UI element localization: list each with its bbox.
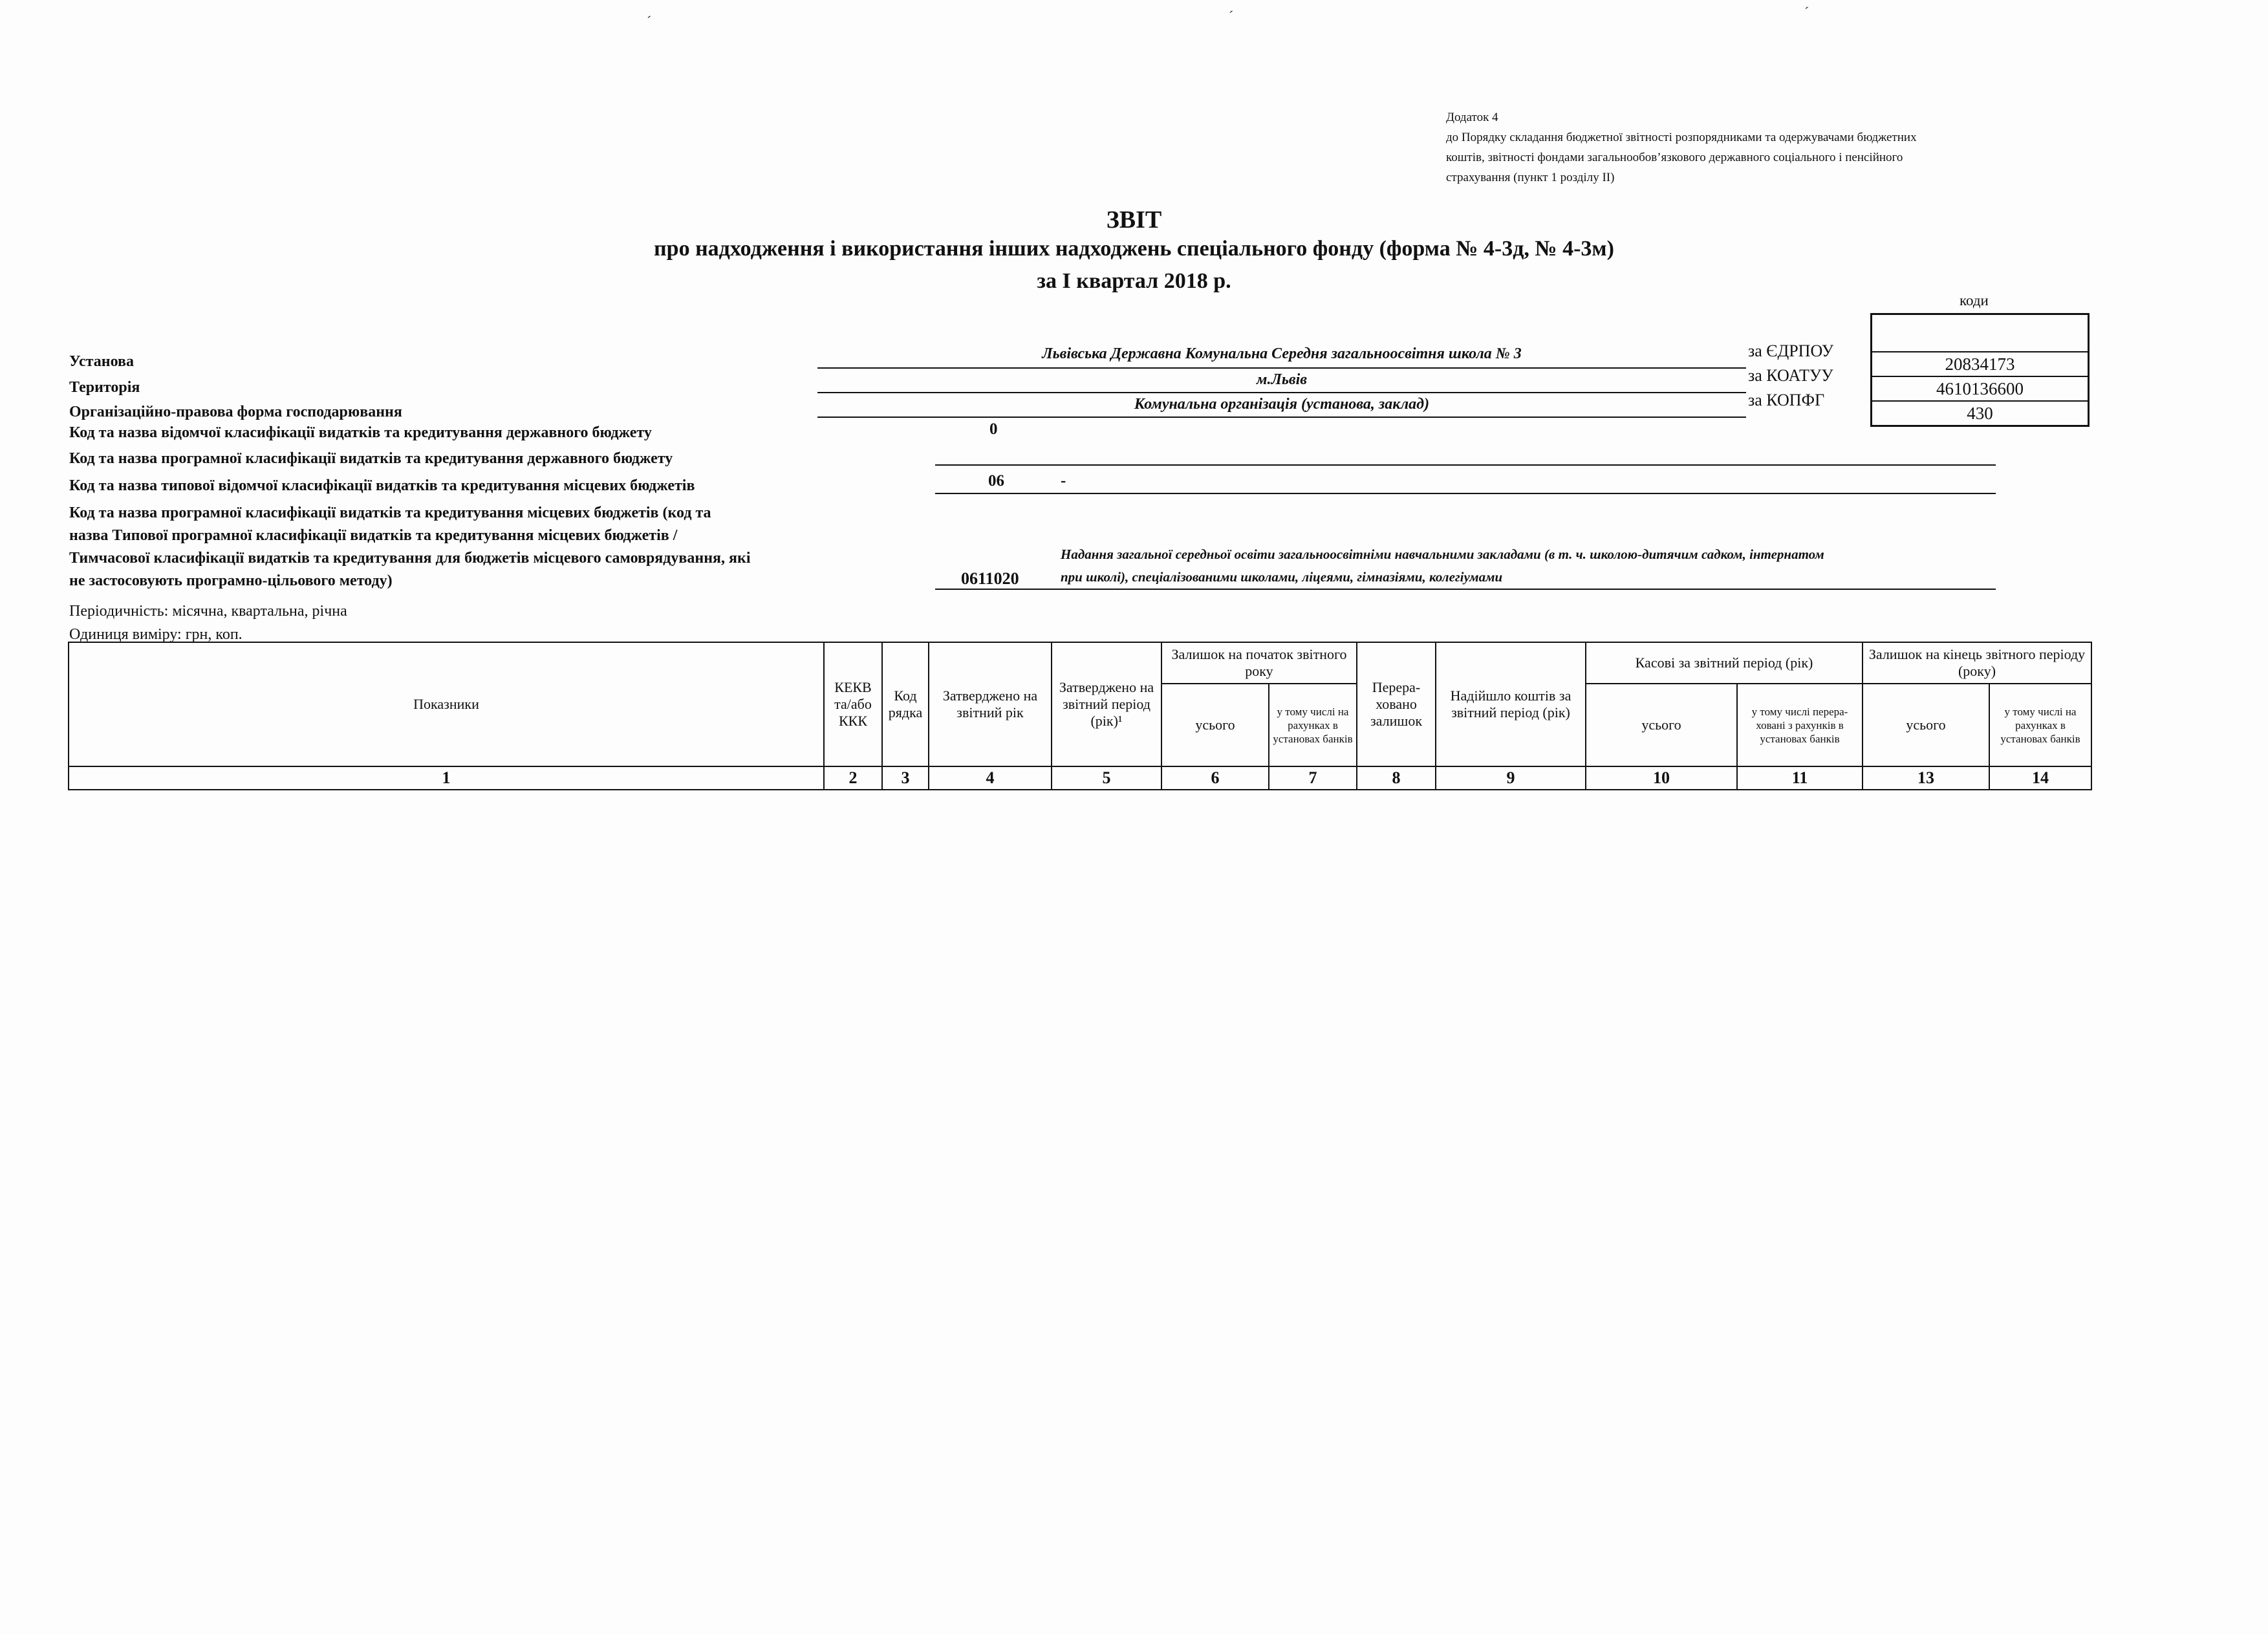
org-form-label: Організаційно-правова форма господарювання — [69, 404, 402, 420]
scan-mark: ´ — [1229, 8, 1234, 24]
col-header-total: усього — [1586, 684, 1737, 766]
appendix-line: Додаток 4 — [1446, 111, 1498, 124]
local-prog-label-line: назва Типової програмної класифікації видатків та кредитування місцевих бюджетів / — [69, 527, 678, 544]
local-prog-label-line: Код та назва програмної класифікації видатків та кредитування місцевих бюджетів (код та — [69, 504, 711, 521]
underline — [935, 493, 1996, 494]
col-header-incl-bank: у тому числі на рахунках в установах банків — [1989, 684, 2091, 766]
appendix-line: коштів, звітності фондами загальнообов’язкового державного соціального і пенсійного — [1446, 151, 1903, 164]
institution-label: Установа — [69, 353, 134, 370]
prog-class-label: Код та назва програмної класифікації видатків та кредитування державного бюджету — [69, 450, 673, 467]
unit: Одиниця виміру: грн, коп. — [69, 626, 243, 643]
col-number: 13 — [1863, 766, 1989, 790]
col-header-kekv: КЕКВ та/або ККК — [824, 642, 882, 766]
underline — [817, 392, 1746, 393]
koatuu-label: за КОАТУУ — [1748, 366, 1833, 385]
col-header-cash: Касові за звітний період (рік) — [1586, 642, 1863, 684]
col-number: 7 — [1269, 766, 1357, 790]
kopfg-code: 430 — [1967, 404, 1993, 423]
col-number: 3 — [882, 766, 929, 790]
typical-class-label: Код та назва типової відомчої класифікації видатків та кредитування місцевих бюджетів — [69, 477, 695, 494]
col-number: 14 — [1989, 766, 2091, 790]
codes-blank — [1872, 315, 2088, 352]
koatuu-code: 4610136600 — [1872, 377, 2088, 402]
appendix-note — [1446, 107, 2073, 188]
col-header-approved-year: Затверджено на звітний рік — [929, 642, 1052, 766]
col-number: 11 — [1737, 766, 1863, 790]
col-header-approved-period: Затверджено на звітний період (рік)¹ — [1052, 642, 1161, 766]
col-number: 5 — [1052, 766, 1161, 790]
local-prog-label-line: Тимчасової класифікації видатків та кредитування для бюджетів місцевого самоврядування, які — [69, 550, 751, 567]
underline — [817, 367, 1746, 369]
col-number: 6 — [1161, 766, 1269, 790]
typical-class-dash: - — [1061, 472, 1066, 490]
edrpou-label: за ЄДРПОУ — [1748, 341, 1834, 360]
local-prog-name — [1061, 543, 1824, 589]
col-number: 9 — [1436, 766, 1586, 790]
local-prog-label — [69, 502, 751, 592]
col-number: 1 — [69, 766, 824, 790]
report-table — [68, 642, 2092, 790]
col-number: 10 — [1586, 766, 1737, 790]
scan-mark: ´ — [1804, 4, 1809, 20]
local-prog-label-line: не застосовують програмно-цільового методу) — [69, 572, 393, 589]
col-header-indicators: Показники — [69, 642, 824, 766]
appendix-line: страхування (пункт 1 розділу ІІ) — [1446, 171, 1615, 184]
report-period: за І квартал 2018 р. — [1037, 269, 1231, 293]
col-number: 8 — [1357, 766, 1436, 790]
col-header-balance-start: Залишок на початок звітного року — [1161, 642, 1357, 684]
col-number: 2 — [824, 766, 882, 790]
col-header-incl-transferred: у тому числі перера-ховані з рахунків в установах банків — [1737, 684, 1863, 766]
col-header-row-code: Код рядка — [882, 642, 929, 766]
col-header-incl-bank: у тому числі на рахунках в установах банків — [1269, 684, 1357, 766]
dept-class-label: Код та назва відомчої класифікації видатків та кредитування державного бюджету — [69, 424, 652, 441]
col-header-total: усього — [1863, 684, 1989, 766]
underline — [935, 589, 1996, 590]
org-form-value: Комунальна організація (установа, заклад) — [1134, 396, 1430, 413]
appendix-line: до Порядку складання бюджетної звітності розпорядниками та одержувачами бюджетних — [1446, 131, 1917, 144]
territory-label: Територія — [69, 379, 140, 396]
col-header-transferred: Перера-ховано залишок — [1357, 642, 1436, 766]
territory-value: м.Львів — [1257, 371, 1307, 388]
institution-value: Львівська Державна Комунальна Середня загальноосвітня школа № 3 — [1042, 345, 1522, 362]
edrpou-code: 20834173 — [1872, 352, 2088, 377]
typical-class-value: 06 — [988, 472, 1004, 490]
underline — [817, 417, 1746, 418]
report-subtitle: про надходження і використання інших надходжень спеціального фонду (форма № 4-3д, № 4-3м) — [654, 237, 1614, 261]
underline — [935, 464, 1996, 466]
dept-class-value: 0 — [989, 420, 998, 438]
col-header-balance-end: Залишок на кінець звітного періоду (року) — [1863, 642, 2091, 684]
col-number: 4 — [929, 766, 1052, 790]
col-header-total: усього — [1161, 684, 1269, 766]
kopfg-label: за КОПФГ — [1748, 391, 1825, 409]
report-title: ЗВІТ — [1106, 206, 1162, 233]
codes-caption: коди — [1960, 292, 1989, 309]
local-prog-name-line: при школі), спеціалізованими школами, ліцеями, гімназіями, колегіумами — [1061, 569, 1503, 585]
local-prog-code: 0611020 — [961, 569, 1019, 588]
local-prog-name-line: Надання загальної середньої освіти загальноосвітніми навчальними закладами (в т. ч. школою-дитячим садком, інтернатом — [1061, 547, 1824, 562]
periodicity: Періодичність: місячна, квартальна, річна — [69, 603, 347, 620]
col-header-received: Надійшло коштів за звітний період (рік) — [1436, 642, 1586, 766]
scan-mark: ´ — [647, 13, 652, 29]
codes-box — [1870, 313, 2090, 427]
